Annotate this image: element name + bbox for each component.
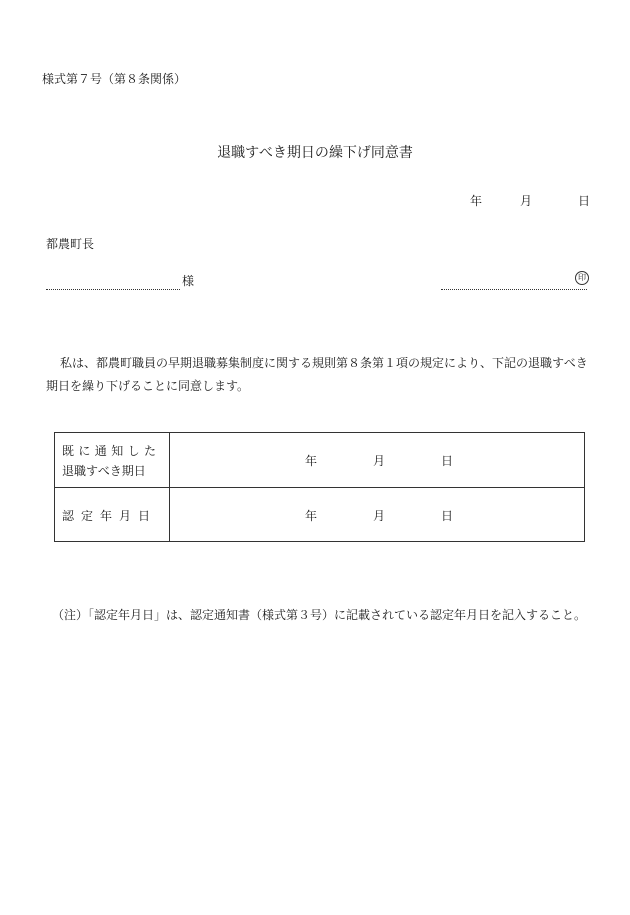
day-label: 日 <box>441 509 454 523</box>
day-label: 日 <box>441 454 454 468</box>
year-label: 年 <box>305 509 318 523</box>
table-row <box>55 488 584 542</box>
date-year-label: 年 <box>469 194 482 208</box>
body-paragraph <box>46 352 594 398</box>
form-number: 様式第７号（第８条関係） <box>42 72 187 86</box>
notified-date-label-top: 既に通知した <box>62 444 161 458</box>
recipient-honorific: 様 <box>182 274 195 288</box>
date-month-label: 月 <box>519 194 532 208</box>
consent-table <box>54 432 585 542</box>
month-label: 月 <box>373 509 386 523</box>
date-day-label: 日 <box>577 194 590 208</box>
table-label-cell <box>55 488 170 542</box>
notified-date-label-bottom: 退職すべき期日 <box>62 464 146 478</box>
recipient-name-line <box>46 272 180 290</box>
seal-icon: 印 <box>575 271 589 285</box>
footnote: （注）「認定年月日」は、認定通知書（様式第３号）に記載されている認定年月日を記入すること。 <box>52 608 587 622</box>
signer-name-line <box>441 272 587 290</box>
date-line <box>470 192 590 209</box>
addressee: 都農町長 <box>46 237 95 251</box>
month-label: 月 <box>373 454 386 468</box>
year-label: 年 <box>305 454 318 468</box>
body-text: 私は、都農町職員の早期退職募集制度に関する規則第８条第１項の規定により、下記の退職すべき期日を繰り下げることに同意します。 <box>46 356 588 393</box>
table-row <box>55 433 584 488</box>
document-title: 退職すべき期日の繰下げ同意書 <box>217 145 413 161</box>
table-label-cell <box>55 433 170 487</box>
approval-date-label: 認定年月日 <box>62 509 158 523</box>
